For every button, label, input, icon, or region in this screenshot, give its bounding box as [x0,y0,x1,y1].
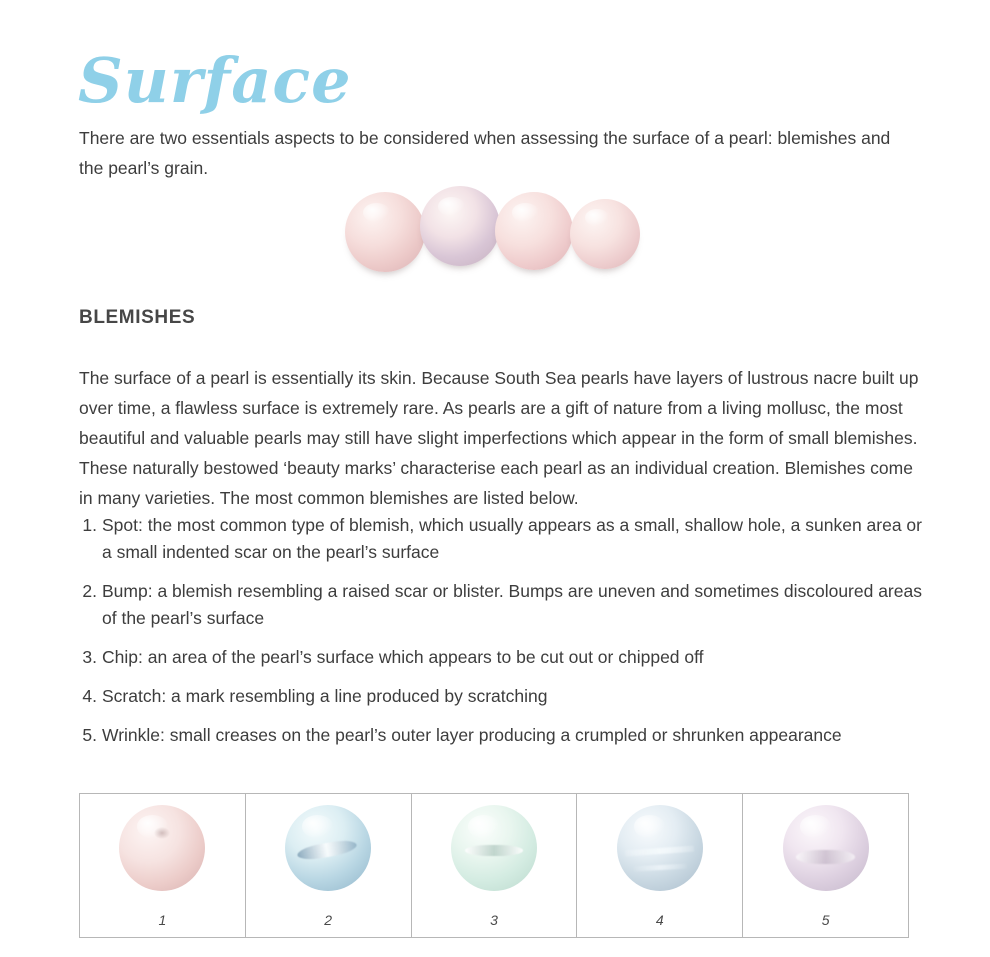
page-title: Surface [78,43,352,117]
strand-pearl-4 [570,199,640,269]
list-item-number: 4. [82,686,97,706]
pearl-chip-icon [451,805,537,891]
list-item [79,578,924,632]
list-item-number: 1. [82,515,97,535]
figure-cell-2 [246,794,412,937]
strand-pearl-3 [495,192,573,270]
figure-caption: 4 [655,912,664,928]
strand-pearl-1 [345,192,425,272]
blemish-figure-grid [79,793,909,938]
figure-caption: 2 [324,912,333,928]
list-item [79,683,924,710]
list-item-text: Chip: an area of the pearl’s surface which appears to be cut out or chipped off [102,647,704,667]
strand-pearl-2 [420,186,500,266]
intro-paragraph: There are two essentials aspects to be considered when assessing the surface of a pearl: blemishes and the pearl’s grain. [79,127,891,178]
list-item-text: Bump: a blemish resembling a raised scar or blister. Bumps are uneven and sometimes discoloured areas of the pearl’s surface [102,581,922,628]
blemishes-body-paragraph: The surface of a pearl is essentially its skin. Because South Sea pearls have layers of lustrous nacre built up over time, a flawless surface is extremely rare. As pearls are a gift of nature from a living mollusc, the most beautiful and valuable pearls may still have slight imperfections which appear in the form of small blemishes. These naturally bestowed ‘beauty marks’ characterise each pearl as an individual creation. Blemishes come in many varieties. The most common blemishes are listed below. [79,367,919,508]
pearl-wrinkle-icon [783,805,869,891]
figure-caption: 1 [158,912,167,928]
blemish-list [79,512,924,761]
figure-caption: 5 [821,912,830,928]
list-item-number: 5. [82,725,97,745]
figure-cell-3 [412,794,578,937]
list-item [79,512,924,566]
pearl-spot-icon [119,805,205,891]
list-item-number: 2. [82,581,97,601]
list-item [79,644,924,671]
list-item-text: Scratch: a mark resembling a line produced by scratching [102,686,548,706]
figure-cell-4 [577,794,743,937]
list-item-text: Spot: the most common type of blemish, which usually appears as a small, shallow hole, a sunken area or a small indented scar on the pearl’s surface [102,515,922,562]
pearl-bump-icon [285,805,371,891]
figure-cell-5 [743,794,908,937]
figure-cell-1 [80,794,246,937]
list-item-number: 3. [82,647,97,667]
section-heading-blemishes: BLEMISHES [79,306,196,328]
list-item [79,722,924,749]
list-item-text: Wrinkle: small creases on the pearl’s outer layer producing a crumpled or shrunken appearance [102,725,842,745]
pearl-strand-image [340,182,655,282]
pearl-scratch-icon [617,805,703,891]
figure-caption: 3 [490,912,498,928]
